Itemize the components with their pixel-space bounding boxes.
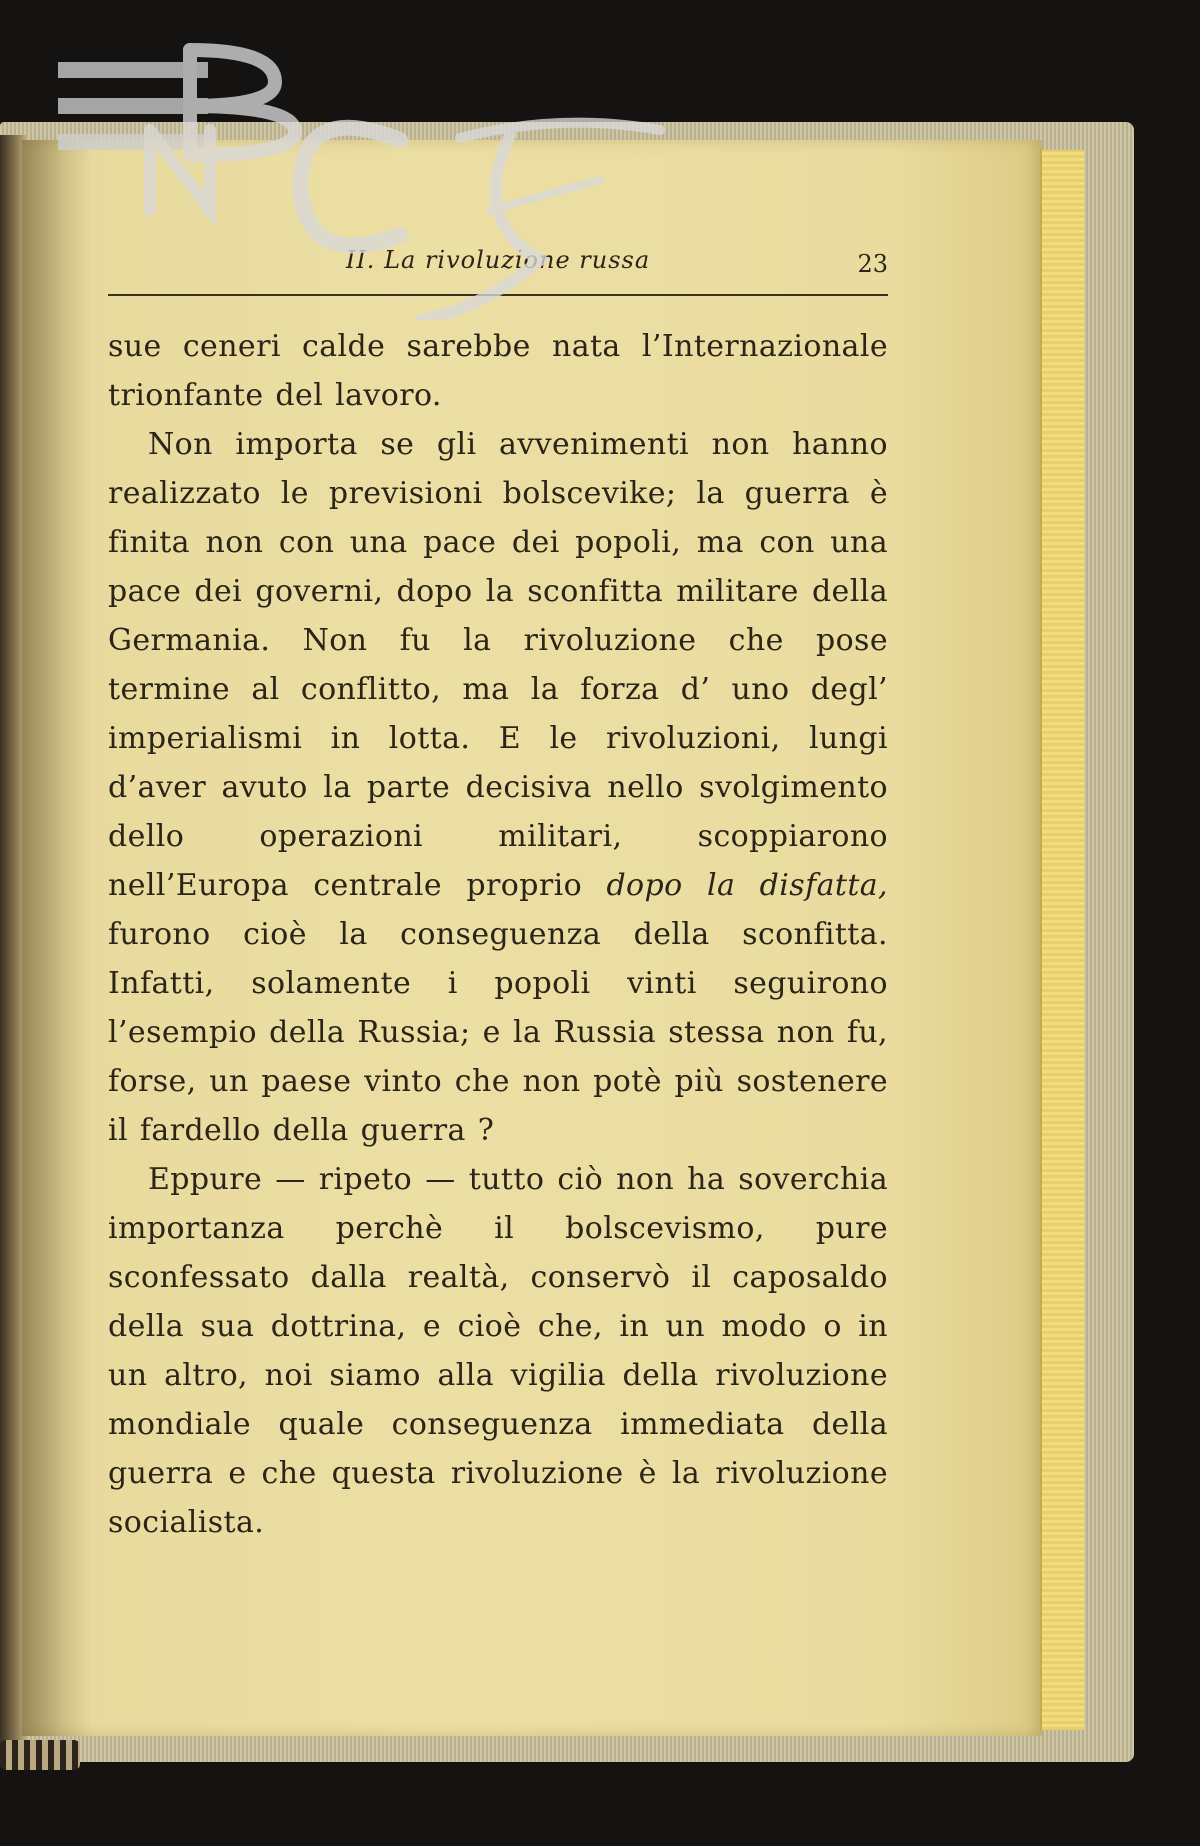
book-spine: [0, 1740, 80, 1770]
page-gutter-shadow: [22, 140, 92, 1736]
running-title: II. La rivoluzione russa: [345, 246, 651, 274]
italic-phrase: dopo la disfatta,: [606, 868, 888, 903]
paragraph-2-part-2: furono cioè la conseguenza della sconfitta. Infatti, solamente i popoli vinti seguirono l’esempio della Russia; e la Russia stessa non fu, forse, un paese vinto che non potè più sostenere il fardello della guerra ?: [108, 917, 888, 1148]
paragraph-1: sue ceneri calde sarebbe nata l’Internazionale trionfante del lavoro.: [108, 329, 888, 413]
library-watermark-logo: [40, 20, 720, 320]
paragraph-2: [108, 420, 888, 1155]
page-edges: [1040, 150, 1084, 1730]
page-number: 23: [857, 250, 888, 278]
body-text: [108, 322, 888, 1547]
paragraph-3: Eppure — ripeto — tutto ciò non ha soverchia importanza perchè il bolscevismo, pure sconfessato dalla realtà, conservò il caposaldo della sua dottrina, e cioè che, in un modo o in un altro, noi siamo alla vigilia della rivoluzione mondiale quale conseguenza immediata della guerra e che questa rivoluzione è la rivoluzione socialista.: [108, 1162, 888, 1540]
paragraph-2-part-1: Non importa se gli avvenimenti non hanno realizzato le previsioni bolscevike; la guerra è finita non con una pace dei popoli, ma con una pace dei governi, dopo la sconfitta militare della Germania. Non fu la rivoluzione che pose termine al conflitto, ma la forza d’ uno degl’ imperialismi in lotta. E le rivoluzioni, lungi d’aver avuto la parte decisiva nello svolgimento dello operazioni militari, scoppiarono nell’Europa centrale proprio: [108, 427, 888, 903]
bncf-logo: [40, 20, 720, 320]
